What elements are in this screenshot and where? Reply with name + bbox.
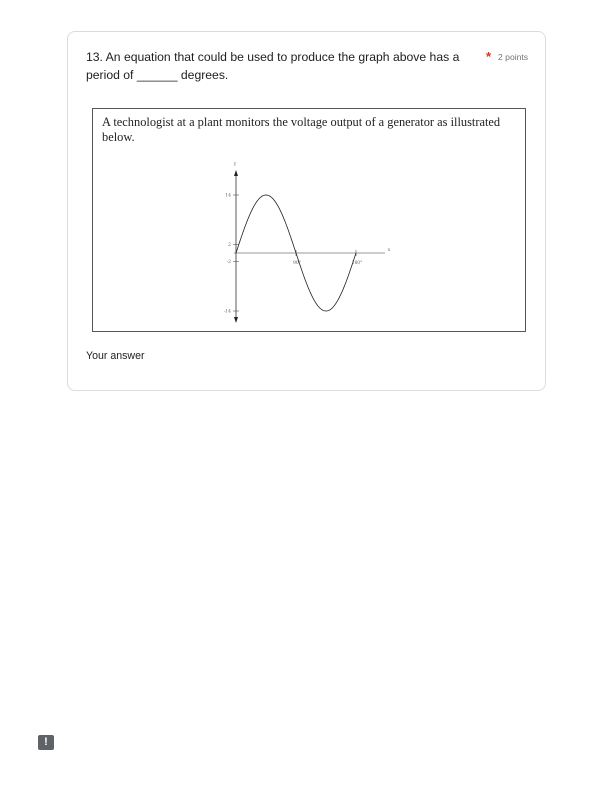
y-axis-arrow-down (234, 317, 238, 323)
figure-caption: A technologist at a plant monitors the voltage output of a generator as illustrated below. (102, 115, 501, 144)
question-line-1: 13. An equation that could be used to produce the graph above has a (86, 50, 460, 64)
report-problem-icon[interactable]: ! (38, 735, 54, 750)
points-label: 2 points (498, 52, 529, 62)
y-tick-label: -2 (226, 259, 231, 265)
answer-label: Your answer (86, 350, 145, 362)
x-axis-label: x (387, 248, 391, 253)
y-axis-label: y (233, 162, 237, 167)
question-line-2-suffix: degrees. (177, 68, 229, 82)
x-tick-label: 90° (293, 261, 301, 266)
y-tick-label: 2 (228, 243, 231, 249)
voltage-graph (93, 109, 527, 333)
question-line-2-prefix: period of (86, 68, 137, 82)
y-tick-label: 14 (225, 193, 231, 199)
y-axis-arrow-up (234, 170, 238, 176)
y-tick-label: -14 (223, 309, 231, 315)
question-card (67, 31, 546, 391)
required-asterisk: * (486, 49, 492, 64)
question-text (86, 48, 461, 84)
x-tick-label: 180° (351, 261, 363, 266)
question-blank: ______ (136, 68, 178, 82)
question-figure (92, 108, 526, 332)
